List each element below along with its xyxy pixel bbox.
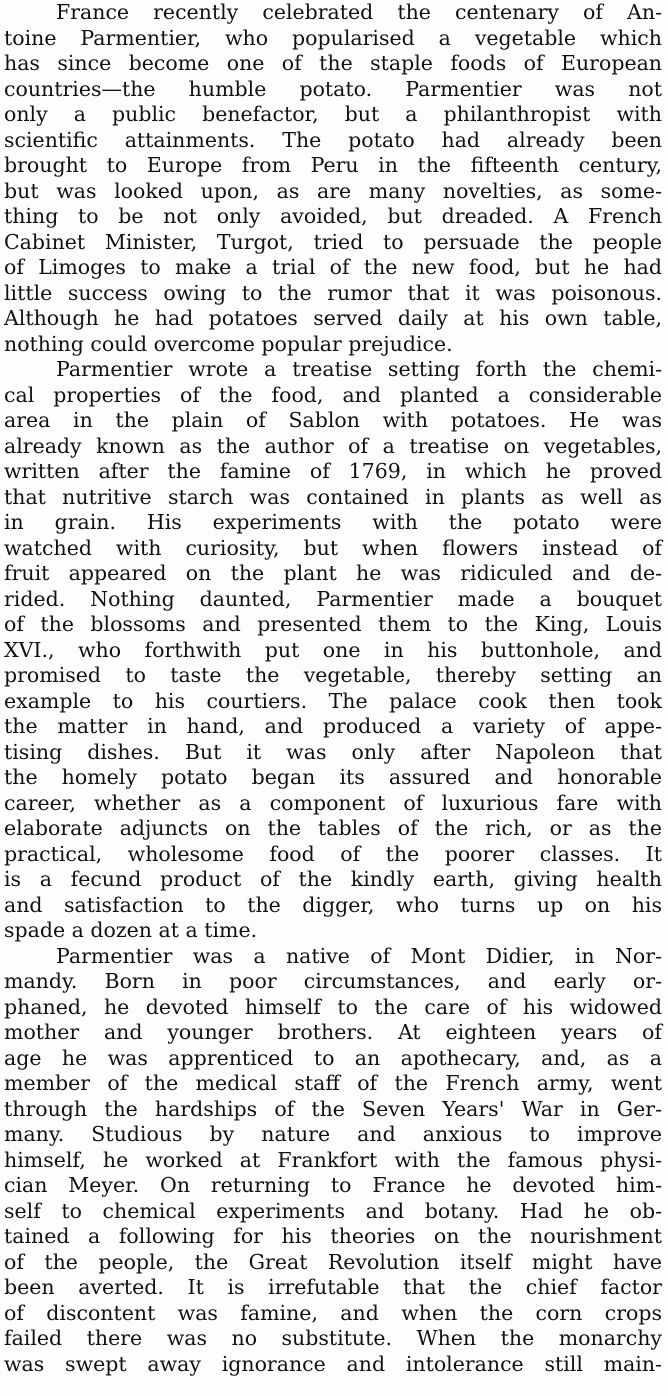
paragraph — [4, 357, 662, 944]
text-line: many. Studious by nature and anxious to improve — [4, 1122, 662, 1146]
text-line: brought to Europe from Peru in the fifteenth century, — [4, 153, 662, 177]
text-line: cal properties of the food, and planted a considerable — [4, 382, 662, 407]
text-line: himself, he worked at Frankfort with the famous physi- — [4, 1147, 662, 1172]
text-line: the matter in hand, and produced a variety of appe- — [4, 714, 662, 738]
text-line: tained a following for his theories on the nourishment — [4, 1224, 662, 1248]
article-body — [4, 0, 662, 1377]
text-line: promised to taste the vegetable, thereby setting an — [4, 663, 662, 687]
text-line: age he was apprenticed to an apothecary, and, as a — [4, 1045, 662, 1070]
text-line: phaned, he devoted himself to the care of his widowed — [4, 994, 662, 1019]
text-line: scientific attainments. The potato had already been — [4, 127, 662, 152]
text-line: little success owing to the rumor that it was poisonous. — [4, 280, 662, 305]
text-line: thing to be not only avoided, but dreaded. A French — [4, 204, 662, 228]
text-line: that nutritive starch was contained in plants as well as — [4, 484, 662, 509]
text-line: but was looked upon, as are many novelties, as some- — [4, 178, 662, 203]
text-line: in grain. His experiments with the potato were — [4, 510, 662, 534]
text-line: France recently celebrated the centenary of An- — [56, 0, 662, 24]
text-line: mother and younger brothers. At eighteen years of — [4, 1020, 662, 1044]
text-line: and satisfaction to the digger, who turns up on his — [4, 892, 662, 917]
text-line: Parmentier was a native of Mont Didier, in Nor- — [56, 943, 662, 968]
text-line: Although he had potatoes served daily at his own table, — [4, 306, 662, 330]
text-line: Cabinet Minister, Turgot, tried to persuade the people — [4, 229, 662, 254]
text-line: cian Meyer. On returning to France he devoted him- — [4, 1173, 662, 1197]
text-line: Parmentier wrote a treatise setting forth the chemi- — [56, 357, 662, 381]
paragraph — [4, 0, 662, 357]
text-line: career, whether as a component of luxurious fare with — [4, 790, 662, 815]
text-line: mandy. Born in poor circumstances, and early or- — [4, 969, 662, 993]
text-line: of Limoges to make a trial of the new food, but he had — [4, 255, 662, 279]
text-line: was swept away ignorance and intolerance still main- — [4, 1351, 662, 1376]
text-line: fruit appeared on the plant he was ridiculed and de- — [4, 561, 662, 585]
text-line: of the blossoms and presented them to the King, Louis — [4, 612, 662, 636]
text-line: already known as the author of a treatise on vegetables, — [4, 433, 662, 458]
text-line: toine Parmentier, who popularised a vegetable which — [4, 25, 662, 50]
text-line: XVI., who forthwith put one in his buttonhole, and — [4, 637, 662, 662]
text-line: of discontent was famine, and when the corn crops — [4, 1300, 662, 1325]
text-line: failed there was no substitute. When the monarchy — [4, 1326, 662, 1350]
text-line: written after the famine of 1769, in which he proved — [4, 459, 662, 483]
text-line: self to chemical experiments and botany. Had he ob- — [4, 1198, 662, 1223]
text-line: countries—the humble potato. Parmentier was not — [4, 76, 662, 101]
text-line: tising dishes. But it was only after Napoleon that — [4, 739, 662, 764]
text-line: through the hardships of the Seven Years' War in Ger- — [4, 1096, 662, 1121]
text-line: example to his courtiers. The palace cook then took — [4, 688, 662, 713]
text-line: elaborate adjuncts on the tables of the rich, or as the — [4, 816, 662, 840]
text-line: area in the plain of Sablon with potatoes. He was — [4, 408, 662, 432]
text-line: watched with curiosity, but when flowers instead of — [4, 535, 662, 560]
text-line: been averted. It is irrefutable that the chief factor — [4, 1275, 662, 1299]
text-line: member of the medical staff of the French army, went — [4, 1071, 662, 1095]
text-line: practical, wholesome food of the poorer classes. It — [4, 841, 662, 866]
text-line: nothing could overcome popular prejudice. — [4, 331, 453, 356]
text-line: has since become one of the staple foods of European — [4, 51, 662, 75]
text-line: of the people, the Great Revolution itself might have — [4, 1249, 662, 1274]
text-line: is a fecund product of the kindly earth, giving health — [4, 867, 662, 891]
text-line: the homely potato began its assured and honorable — [4, 765, 662, 789]
text-line: spade a dozen at a time. — [4, 918, 258, 942]
paragraph — [4, 944, 662, 1378]
text-line: rided. Nothing daunted, Parmentier made a bouquet — [4, 586, 662, 611]
text-line: only a public benefactor, but a philanthropist with — [4, 102, 662, 126]
